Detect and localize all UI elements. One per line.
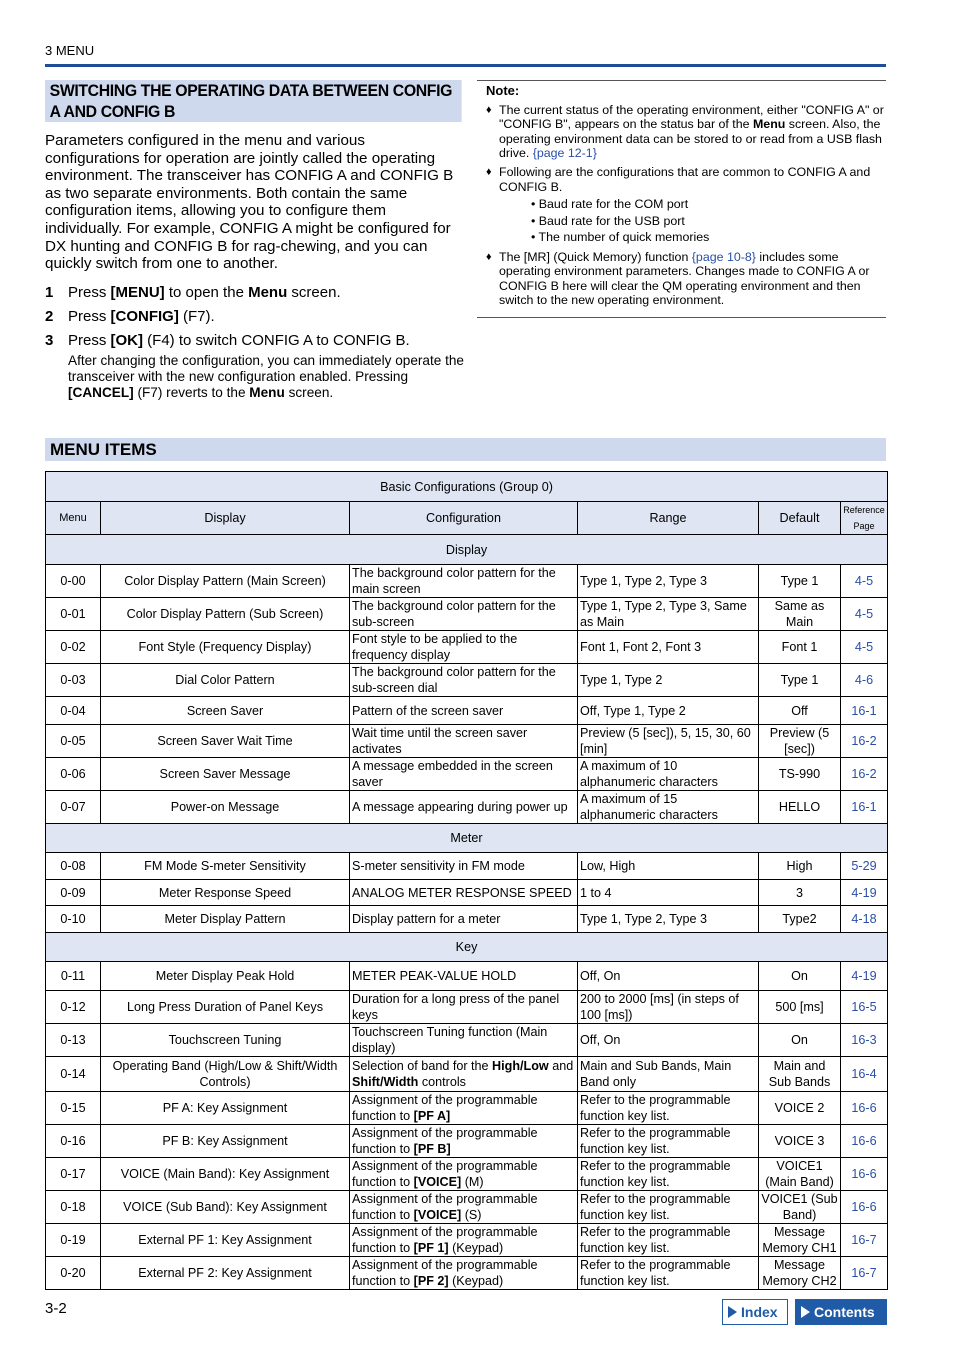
cell-default: 500 [ms]	[759, 991, 841, 1024]
cell-default: Type 1	[759, 664, 841, 697]
cell-menu: 0-06	[46, 758, 101, 791]
cell-range: Refer to the programmable function key list.	[578, 1191, 759, 1224]
cell-configuration: The background color pattern for the main screen	[350, 565, 578, 598]
cell-range: Low, High	[578, 853, 759, 880]
table-row	[46, 598, 888, 631]
cell-menu: 0-04	[46, 697, 101, 725]
cell-reference-page[interactable]: 4-6	[841, 664, 888, 697]
cell-menu: 0-13	[46, 1024, 101, 1057]
cell-range: Off, Type 1, Type 2	[578, 697, 759, 725]
group-band-label: Display	[46, 535, 888, 565]
col-header-reference-page: Reference Page	[841, 502, 888, 535]
cell-range: Refer to the programmable function key list.	[578, 1224, 759, 1257]
chapter-header: 3 MENU	[45, 43, 95, 58]
cell-configuration: S-meter sensitivity in FM mode	[350, 853, 578, 880]
cell-display: External PF 1: Key Assignment	[101, 1224, 350, 1257]
list-item: • The number of quick memories	[531, 230, 710, 245]
cell-default: VOICE 2	[759, 1092, 841, 1125]
arrow-right-icon	[728, 1306, 737, 1318]
group-band-row	[46, 824, 888, 853]
cell-configuration: Wait time until the screen saver activates	[350, 725, 578, 758]
cell-menu: 0-03	[46, 664, 101, 697]
cell-default: Message Memory CH2	[759, 1257, 841, 1290]
table-row	[46, 697, 888, 725]
cell-display: Meter Display Peak Hold	[101, 962, 350, 991]
cell-display: PF A: Key Assignment	[101, 1092, 350, 1125]
cell-configuration: Assignment of the programmable function to [PF A]	[350, 1092, 578, 1125]
table-caption: Basic Configurations (Group 0)	[46, 472, 888, 502]
table-row	[46, 725, 888, 758]
note-box	[477, 80, 886, 318]
table-row	[46, 1125, 888, 1158]
header-rule	[45, 64, 886, 67]
table-row	[46, 853, 888, 880]
cell-reference-page[interactable]: 16-3	[841, 1024, 888, 1057]
cell-display: Font Style (Frequency Display)	[101, 631, 350, 664]
note-title: Note:	[486, 83, 520, 98]
cell-display: Color Display Pattern (Sub Screen)	[101, 598, 350, 631]
table-row	[46, 1092, 888, 1125]
col-header-range: Range	[578, 502, 759, 535]
menu-items-table	[45, 471, 888, 1290]
cell-menu: 0-14	[46, 1057, 101, 1092]
cell-menu: 0-19	[46, 1224, 101, 1257]
cell-range: Off, On	[578, 962, 759, 991]
cell-range: 200 to 2000 [ms] (in steps of 100 [ms])	[578, 991, 759, 1024]
cell-reference-page[interactable]: 16-2	[841, 725, 888, 758]
cell-menu: 0-05	[46, 725, 101, 758]
section-title-config-switch: SWITCHING THE OPERATING DATA BETWEEN CONFIG A AND CONFIG B	[45, 80, 462, 122]
cell-menu: 0-01	[46, 598, 101, 631]
table-row	[46, 906, 888, 933]
cell-display: Touchscreen Tuning	[101, 1024, 350, 1057]
cell-display: VOICE (Sub Band): Key Assignment	[101, 1191, 350, 1224]
cell-default: Type2	[759, 906, 841, 933]
cell-display: Long Press Duration of Panel Keys	[101, 991, 350, 1024]
col-header-default: Default	[759, 502, 841, 535]
cell-configuration: Assignment of the programmable function to [VOICE] (M)	[350, 1158, 578, 1191]
cell-configuration: Selection of band for the High/Low and Shift/Width controls	[350, 1057, 578, 1092]
cell-display: Dial Color Pattern	[101, 664, 350, 697]
cell-default: Message Memory CH1	[759, 1224, 841, 1257]
table-row	[46, 664, 888, 697]
cell-menu: 0-10	[46, 906, 101, 933]
cell-range: Main and Sub Bands, Main Band only	[578, 1057, 759, 1092]
cell-default: On	[759, 1024, 841, 1057]
cell-reference-page[interactable]: 16-6	[841, 1158, 888, 1191]
cell-display: Power-on Message	[101, 791, 350, 824]
cell-reference-page[interactable]: 4-19	[841, 880, 888, 906]
cell-configuration: METER PEAK-VALUE HOLD	[350, 962, 578, 991]
cell-default: TS-990	[759, 758, 841, 791]
cell-menu: 0-07	[46, 791, 101, 824]
col-header-display: Display	[101, 502, 350, 535]
cell-reference-page[interactable]: 4-5	[841, 631, 888, 664]
note-item: ♦ The [MR] (Quick Memory) function {page 10-8} includes some operating environment parameters. Changes made to CONFIG A or CONFIG B here will clear the QM operating environment and then switch to the new operating environment.	[486, 249, 870, 308]
cell-display: PF B: Key Assignment	[101, 1125, 350, 1158]
table-row	[46, 991, 888, 1024]
table-row	[46, 1224, 888, 1257]
table-row	[46, 631, 888, 664]
diamond-bullet-icon: ♦	[486, 250, 492, 263]
index-button[interactable]: Index	[722, 1299, 788, 1325]
step-number: 3	[45, 332, 54, 349]
cell-menu: 0-17	[46, 1158, 101, 1191]
intro-paragraph: Parameters configured in the menu and various configurations for operation are jointly called the operating environment. The transceiver has CONFIG A and CONFIG B as two separate environments. Both contain the same configuration items, allowing you to configure them individually. For example, CONFIG A might be configured for DX hunting and CONFIG B for rag-chewing, and you can quickly switch from one to another.	[45, 132, 454, 273]
cell-configuration: ANALOG METER RESPONSE SPEED	[350, 880, 578, 906]
cell-reference-page[interactable]: 16-6	[841, 1092, 888, 1125]
table-row	[46, 1191, 888, 1224]
cell-default: Font 1	[759, 631, 841, 664]
cell-range: Font 1, Font 2, Font 3	[578, 631, 759, 664]
cell-reference-page[interactable]: 16-4	[841, 1057, 888, 1092]
cell-reference-page[interactable]: 4-5	[841, 598, 888, 631]
col-header-configuration: Configuration	[350, 502, 578, 535]
cell-menu: 0-20	[46, 1257, 101, 1290]
cell-range: Refer to the programmable function key list.	[578, 1158, 759, 1191]
cell-reference-page[interactable]: 16-7	[841, 1257, 888, 1290]
cell-reference-page[interactable]: 4-19	[841, 962, 888, 991]
cell-menu: 0-11	[46, 962, 101, 991]
cell-display: Color Display Pattern (Main Screen)	[101, 565, 350, 598]
cell-menu: 0-18	[46, 1191, 101, 1224]
table-caption-row	[46, 472, 888, 502]
cell-default: VOICE 3	[759, 1125, 841, 1158]
cell-menu: 0-02	[46, 631, 101, 664]
group-band-row	[46, 535, 888, 565]
cell-reference-page[interactable]: 16-5	[841, 991, 888, 1024]
common-config-list	[499, 196, 886, 246]
cell-reference-page[interactable]: 4-5	[841, 565, 888, 598]
cell-range: Refer to the programmable function key list.	[578, 1125, 759, 1158]
group-band-row	[46, 933, 888, 962]
cell-default: Off	[759, 697, 841, 725]
cell-configuration: Display pattern for a meter	[350, 906, 578, 933]
cell-reference-page[interactable]: 16-1	[841, 791, 888, 824]
step-number: 2	[45, 308, 54, 325]
cell-configuration: Assignment of the programmable function to [PF 1] (Keypad)	[350, 1224, 578, 1257]
cell-configuration: Pattern of the screen saver	[350, 697, 578, 725]
table-row	[46, 791, 888, 824]
cell-configuration: Assignment of the programmable function to [PF 2] (Keypad)	[350, 1257, 578, 1290]
cell-reference-page[interactable]: 16-7	[841, 1224, 888, 1257]
cell-menu: 0-15	[46, 1092, 101, 1125]
cell-reference-page[interactable]: 16-6	[841, 1125, 888, 1158]
cell-range: A maximum of 10 alphanumeric characters	[578, 758, 759, 791]
cell-range: 1 to 4	[578, 880, 759, 906]
cell-configuration: The background color pattern for the sub-screen	[350, 598, 578, 631]
table-header-row	[46, 502, 888, 535]
cell-configuration: A message embedded in the screen saver	[350, 758, 578, 791]
cell-display: Screen Saver Message	[101, 758, 350, 791]
cell-menu: 0-16	[46, 1125, 101, 1158]
cell-configuration: The background color pattern for the sub-screen dial	[350, 664, 578, 697]
cell-menu: 0-12	[46, 991, 101, 1024]
cell-range: Type 1, Type 2	[578, 664, 759, 697]
cell-default: VOICE1 (Main Band)	[759, 1158, 841, 1191]
table-row	[46, 1024, 888, 1057]
cell-menu: 0-00	[46, 565, 101, 598]
step-3-note: After changing the configuration, you can immediately operate the transceiver with the new configuration enabled. Pressing [CANCEL] (F7) reverts to the Menu screen.	[68, 353, 464, 400]
cell-default: High	[759, 853, 841, 880]
table-row	[46, 565, 888, 598]
cell-reference-page[interactable]: 16-2	[841, 758, 888, 791]
cell-range: Type 1, Type 2, Type 3	[578, 906, 759, 933]
cell-range: Preview (5 [sec]), 5, 15, 30, 60 [min]	[578, 725, 759, 758]
cell-display: Meter Response Speed	[101, 880, 350, 906]
note-item: ♦ The current status of the operating environment, either "CONFIG A" or "CONFIG B", appears on the status bar of the Menu screen. Also, the operating environment data can be stored to or read from a USB flash drive. {page 12-1}	[486, 102, 884, 161]
contents-button[interactable]: Contents	[795, 1299, 887, 1325]
cell-menu: 0-09	[46, 880, 101, 906]
diamond-bullet-icon: ♦	[486, 165, 492, 178]
cell-configuration: Touchscreen Tuning function (Main display)	[350, 1024, 578, 1057]
cell-range: A maximum of 15 alphanumeric characters	[578, 791, 759, 824]
cell-configuration: Font style to be applied to the frequency display	[350, 631, 578, 664]
cell-display: External PF 2: Key Assignment	[101, 1257, 350, 1290]
cell-display: Screen Saver	[101, 697, 350, 725]
cell-range: Type 1, Type 2, Type 3, Same as Main	[578, 598, 759, 631]
step-3: 3 Press [OK] (F4) to switch CONFIG A to CONFIG B.	[45, 332, 410, 349]
page-link[interactable]: {page 12-1}	[532, 146, 597, 161]
cell-reference-page[interactable]: 5-29	[841, 853, 888, 880]
table-row	[46, 758, 888, 791]
cell-default: Main and Sub Bands	[759, 1057, 841, 1092]
cell-range: Refer to the programmable function key list.	[578, 1092, 759, 1125]
group-band-label: Key	[46, 933, 888, 962]
cell-default: On	[759, 962, 841, 991]
cell-range: Type 1, Type 2, Type 3	[578, 565, 759, 598]
cell-display: VOICE (Main Band): Key Assignment	[101, 1158, 350, 1191]
step-2: 2 Press [CONFIG] (F7).	[45, 308, 215, 325]
page-link[interactable]: {page 10-8}	[691, 249, 756, 264]
list-item: • Baud rate for the USB port	[531, 213, 685, 228]
cell-reference-page[interactable]: 16-6	[841, 1191, 888, 1224]
note-item: ♦ Following are the configurations that are common to CONFIG A and CONFIG B. • Baud rate for the COM port • Baud rate for the USB port • The number of quick memories	[477, 165, 886, 246]
table-row	[46, 880, 888, 906]
cell-default: Preview (5 [sec])	[759, 725, 841, 758]
procedure-steps	[45, 284, 465, 401]
cell-configuration: Assignment of the programmable function to [PF B]	[350, 1125, 578, 1158]
diamond-bullet-icon: ♦	[486, 103, 492, 116]
cell-configuration: Duration for a long press of the panel keys	[350, 991, 578, 1024]
group-band-label: Meter	[46, 824, 888, 853]
table-row	[46, 962, 888, 991]
cell-configuration: Assignment of the programmable function to [VOICE] (S)	[350, 1191, 578, 1224]
cell-default: 3	[759, 880, 841, 906]
cell-display: Meter Display Pattern	[101, 906, 350, 933]
cell-range: Refer to the programmable function key list.	[578, 1257, 759, 1290]
list-item: • Baud rate for the COM port	[531, 197, 689, 212]
cell-menu: 0-08	[46, 853, 101, 880]
table-row	[46, 1257, 888, 1290]
cell-default: HELLO	[759, 791, 841, 824]
cell-configuration: A message appearing during power up	[350, 791, 578, 824]
cell-default: VOICE1 (Sub Band)	[759, 1191, 841, 1224]
cell-default: Type 1	[759, 565, 841, 598]
cell-reference-page[interactable]: 4-18	[841, 906, 888, 933]
section-title-menu-items: MENU ITEMS	[45, 438, 886, 461]
cell-range: Off, On	[578, 1024, 759, 1057]
cell-display: Operating Band (High/Low & Shift/Width Controls)	[101, 1057, 350, 1092]
step-number: 1	[45, 284, 54, 301]
page-number: 3-2	[45, 1300, 67, 1317]
table-row	[46, 1158, 888, 1191]
col-header-menu: Menu	[46, 502, 101, 535]
step-1: 1 Press [MENU] to open the Menu screen.	[45, 284, 341, 301]
cell-reference-page[interactable]: 16-1	[841, 697, 888, 725]
cell-display: Screen Saver Wait Time	[101, 725, 350, 758]
table-row	[46, 1057, 888, 1092]
cell-default: Same as Main	[759, 598, 841, 631]
arrow-right-icon	[801, 1306, 810, 1318]
cell-display: FM Mode S-meter Sensitivity	[101, 853, 350, 880]
